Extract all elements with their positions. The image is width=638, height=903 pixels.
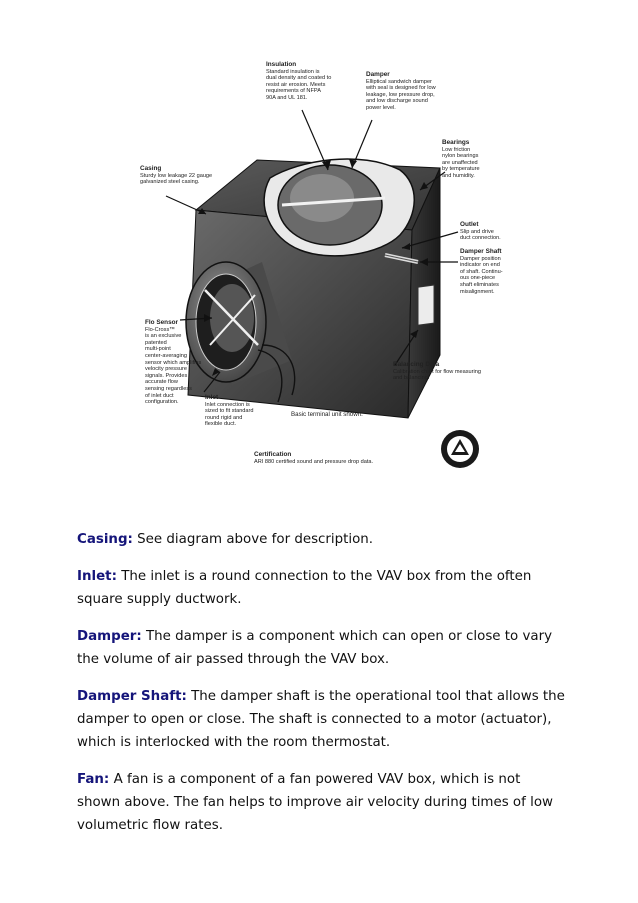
- term-label: Damper Shaft:: [77, 689, 187, 704]
- definition-text: The inlet is a round connection to the VAV box from the often square supply ductwork.: [77, 569, 532, 607]
- definition-casing: [77, 528, 567, 551]
- callout-casing-text: Sturdy low leakage 22 gauge galvanized steel casing.: [140, 172, 213, 186]
- callout-damper-shaft-text: Damper position indicator on end of shaft. Continu- ous one-piece shaft eliminates misalignment.: [460, 255, 503, 295]
- term-label: Fan:: [77, 772, 110, 787]
- callout-certification: [254, 452, 424, 465]
- definition-text: A fan is a component of a fan powered VAV box, which is not shown above. The fan helps to improve air velocity during times of low volumetric flow rates.: [77, 772, 553, 833]
- callout-flo-sensor: [145, 320, 231, 406]
- term-label: Damper:: [77, 629, 142, 644]
- callout-damper-text: Elliptical sandwich damper with seal is designed for low leakage, low pressure drop, and low discharge sound power level.: [366, 78, 436, 111]
- callout-outlet: [460, 222, 530, 242]
- definition-damper: [77, 625, 567, 671]
- callout-bearings: [442, 140, 512, 180]
- definition-inlet: [77, 565, 567, 611]
- callout-bearings-text: Low friction nylon bearings are unaffected by temperature and humidity.: [442, 146, 480, 179]
- definition-damper-shaft: [77, 685, 567, 754]
- callout-damper-title: Damper: [366, 71, 390, 78]
- callout-balancing-data-title: Balancing Data: [393, 361, 440, 368]
- callout-casing-title: Casing: [140, 165, 162, 172]
- term-label: Casing:: [77, 532, 133, 547]
- definition-fan: [77, 768, 567, 837]
- diagram-caption: Basic terminal unit shown.: [291, 411, 363, 418]
- callout-outlet-title: Outlet: [460, 221, 479, 228]
- callout-flo-sensor-text: Flo-Cross™ is an exclusive patented multi-point center-averaging sensor which amplifies velocity pressure signals. Provides accurate flow sensing regardless of inlet duct configuration.: [145, 326, 202, 406]
- definition-text: See diagram above for description.: [137, 532, 374, 547]
- balancing-data-plate: [418, 285, 434, 325]
- callout-certification-text: ARI 880 certified sound and pressure drop data.: [254, 458, 374, 465]
- callout-insulation-title: Insulation: [266, 61, 297, 68]
- callout-insulation-text: Standard insulation is dual density and coated to resist air erosion. Meets requirements of NFPA 90A and UL 181.: [266, 68, 332, 101]
- callout-insulation: [266, 62, 356, 102]
- callout-inlet-title: Inlet: [205, 394, 219, 401]
- term-label: Inlet:: [77, 569, 117, 584]
- callout-certification-title: Certification: [254, 451, 292, 458]
- callout-inlet: [205, 395, 285, 428]
- callout-outlet-text: Slip and drive duct connection.: [460, 228, 501, 242]
- definitions-list: [77, 528, 567, 851]
- callout-bearings-title: Bearings: [442, 139, 470, 146]
- callout-balancing-data: [393, 362, 513, 382]
- callout-casing: [140, 166, 240, 186]
- callout-damper-shaft: [460, 249, 530, 295]
- callout-balancing-data-text: Calibration chart for flow measuring and balancing.: [393, 368, 481, 382]
- callout-flo-sensor-title: Flo Sensor: [145, 319, 179, 326]
- definition-text: The damper shaft is the operational tool that allows the damper to open or close. The shaft is connected to a motor (actuator), which is interlocked with the room thermostat.: [77, 689, 565, 750]
- definition-text: The damper is a component which can open or close to vary the volume of air passed through the VAV box.: [77, 629, 553, 667]
- brand-logo: [441, 430, 479, 468]
- callout-damper-shaft-title: Damper Shaft: [460, 248, 502, 255]
- callout-inlet-text: Inlet connection is sized to fit standard round rigid and flexible duct.: [205, 401, 254, 428]
- callout-damper: [366, 72, 466, 112]
